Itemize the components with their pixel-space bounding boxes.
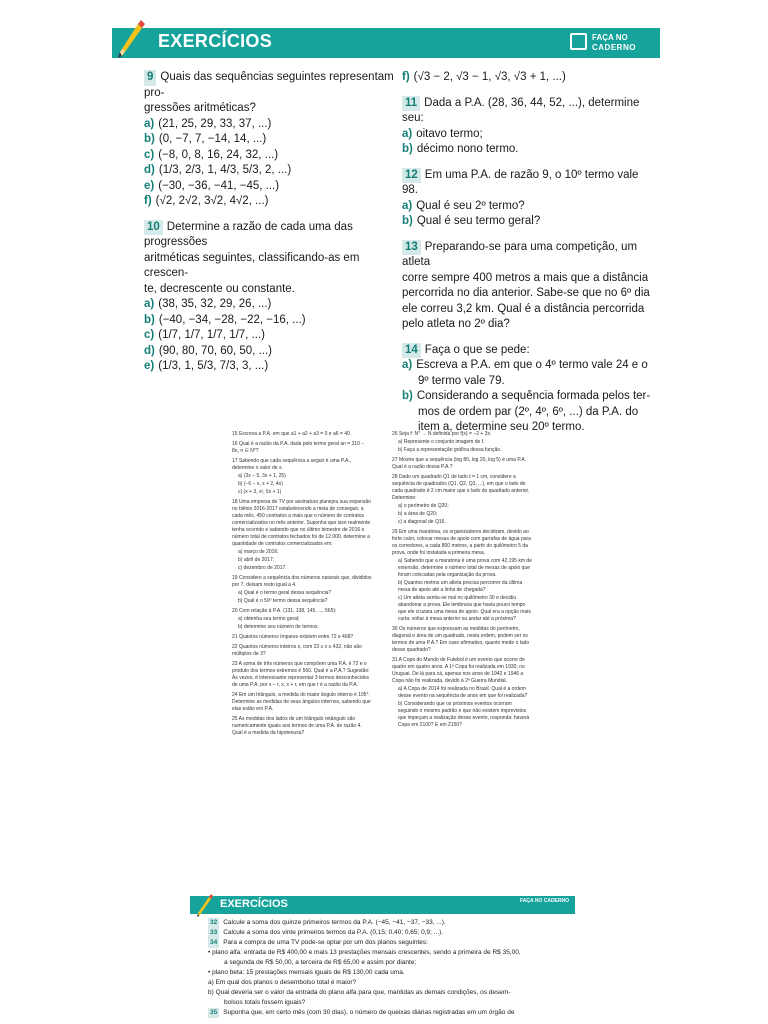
mini-exercise-line: 16 Qual é a razão da P.A. dada pelo termo geral an = 310 − 8n, n ∈ N*? bbox=[232, 441, 365, 454]
mini-exercise-line: b) a área de Q20; bbox=[398, 511, 438, 517]
question-13: 13 Preparando-se para uma competição, um atleta bbox=[402, 240, 638, 268]
mini-exercise-line: 15 Escreva a P.A. em que a1 + a2 + a3 = 0 e a6 = 40. bbox=[232, 431, 352, 437]
mini-exercise-line: a) A Copa de 2014 foi realizada no Brasil. Qual é a ordem desse evento na sequência de anos em que foi realizada? bbox=[398, 686, 528, 699]
mini-exercise-line: c) (x + 3, x², 6x + 1) bbox=[238, 489, 282, 495]
mini-exercise-line: c) dezembro de 2017. bbox=[238, 565, 287, 571]
exercise-page-top bbox=[112, 10, 660, 433]
mini-exercise-line: 18 Uma empresa de TV por assinatura planejou sua expansão no biênio 2016-2017 estabelecendo a meta de conseguir, a cada mês, 450 contratos a mais que o número de contratos comercializados no mês anterior. Suponha que isso realmente tenha ocorrido e sabendo que no último bimestre de 2016 o número total de contratos fechados foi de 12.000, determine a quantidade de contratos comercializados em: bbox=[232, 499, 371, 547]
mini-exercise-line: a) obtenha seu termo geral; bbox=[238, 616, 300, 622]
question-14: 14 Faça o que se pede: bbox=[402, 343, 657, 359]
question-9: 9 Quais das sequências seguintes representam pro- bbox=[144, 71, 394, 99]
mini-exercise-line: c) a diagonal de Q16. bbox=[398, 519, 446, 525]
mini-exercise-line: 17 Sabendo que cada sequência a seguir é uma P.A., determine o valor de x. bbox=[232, 458, 352, 471]
middle-right-column bbox=[392, 428, 532, 730]
bottom-questions: 32 Calcule a soma dos quinze primeiros termos da P.A. (−45, −41, −37, −33, ...). 33 Calcule a soma dos vinte primeiros termos da P.A. (0,15; 0,40; 0,65; 0,9; ...). 34 Para a compra de uma TV pode-se optar por um dos planos seguintes: • plano alfa: entrada de R$ 400,00 e mais 13 prestações mensais crescentes, sendo a primeira de R$ 35,00, a segunda de R$ 50,00, a terceira de R$ 65,00 e assim por diante; • plano beta: 15 prestações mensais iguais de R$ 130,00 cada uma. a) Em qual dos planos o desembolso total é maior? b) Qual deveria ser o valor da entrada do plano alfa para que, mantidas as demais condições, os desem- bolsos totais fossem iguais? 35 Suponha que, em certo mês (com 30 dias), o número de queixas diárias registradas em um órgão de bbox=[208, 918, 570, 1018]
pencil-icon bbox=[116, 16, 148, 60]
question-12: 12 Em uma P.A. de razão 9, o 10º termo vale 98. bbox=[402, 168, 639, 196]
pencil-icon bbox=[196, 892, 214, 918]
question-11: 11 Dada a P.A. (28, 36, 44, 52, ...), determine seu: bbox=[402, 96, 640, 124]
exercise-page-middle bbox=[232, 428, 532, 873]
mini-exercise-line: b) determine seu número de termos. bbox=[238, 624, 319, 630]
exercises-banner bbox=[112, 28, 660, 58]
mini-exercise-line: b) Considerando que os próximos eventos ocorram seguindo o mesmo padrão e que não existem imprevistos que impeçam a realização desse evento, responda: haverá Copa em 2100? E em 2150? bbox=[398, 701, 530, 728]
mini-exercise-line: b) Qual é o 50º termo dessa sequência? bbox=[238, 598, 328, 604]
mini-exercise-line: b) Quantos metros um atleta precisa percorrer da última mesa de apoio até a linha de chegada? bbox=[398, 580, 523, 593]
mini-exercise-line: 26 Seja f: N* → N definida por f(x) = −2 + 3x. bbox=[392, 431, 492, 437]
mini-exercise-line: 27 Mostre que a sequência (log 80, log 20, log 5) é uma P.A. Qual é a razão dessa P.A.? bbox=[392, 457, 527, 470]
exercises-banner-bottom: EXERCÍCIOS FAÇA NO CADERNO bbox=[190, 896, 575, 914]
mini-exercise-line: a) Sabendo que a maratona é uma prova com 42,195 km de extensão, determine o número total de mesas de apoio que foram colocadas pela organização da prova. bbox=[398, 558, 532, 578]
mini-exercise-line: 23 A soma de três números que compõem uma P.A. é 72 e o produto dos termos extremos é 560. Qual é a P.A.? Sugestão: Às vezes, é interessante representar 3 termos desconhecidos de uma P.A. por x − r, x, x + r, em que r é a razão da P.A. bbox=[232, 661, 370, 688]
right-column: f) (√3 − 2, √3 − 1, √3, √3 + 1, ...) 11 Dada a P.A. (28, 36, 44, 52, ...), determine seu: a) oitavo termo; b) décimo nono termo. 12 Em uma P.A. de razão 9, o 10º termo vale 98. a) Qual é seu 2º termo? b) Qual é seu termo geral? 13 Preparando-se para uma competição, um atleta corre sempre 400 metros a mais que a distância percorrida no dia anterior. Sabe-se que no 6º dia ele correu 3,2 km. Qual é a distância percorrida pelo atleta no 2º dia? 14 Faça o que se pede: a) Escreva a P.A. em que o 4º termo vale 24 e o 9º termo vale 79. b) Considerando a sequência formada pelos ter- mos de ordem par (2º, 4º, 6º, ...) da P.A. do item a, determine seu 20º termo. bbox=[402, 70, 657, 436]
mini-exercise-line: 30 Os números que expressam as medidas do perímetro, diagonal e área de um quadrado, nesta ordem, podem ser os termos de uma P.A.? Em caso afirmativo, quanto mede o lado desse quadrado? bbox=[392, 626, 530, 653]
notebook-icon bbox=[570, 33, 587, 50]
mini-exercise-line: c) Um atleta sentiu-se mal no quilômetro 30 e decidiu abandonar a prova. Ele lembrava que havia pouco tempo que ele cruzara uma mesa de apoio. Qual era a opção mais curta: voltar à mesa anterior ou andar até a próxima? bbox=[398, 595, 531, 622]
question-33: 33 Calcule a soma dos vinte primeiros termos da P.A. (0,15; 0,40; 0,65; 0,9; ...). bbox=[210, 929, 444, 936]
mini-exercise-line: a) Qual é o termo geral dessa sequência? bbox=[238, 590, 332, 596]
mini-exercise-line: 28 Dado um quadrado Q1 de lado ℓ = 1 cm, considere a sequência de quadrados (Q1, Q2, Q3, ...), em que o lado de cada quadrado é 2 cm maior que o lado do quadrado anterior. Determine: bbox=[392, 474, 530, 501]
mini-exercise-line: 31 A Copa do Mundo de Futebol é um evento que ocorre de quatro em quatro anos. A 1ª Copa foi realizada em 1930, no Uruguai. De lá para cá, apenas nos anos de 1942 e 1946 a Copa não foi realizada, devido à 2ª Guerra Mundial. bbox=[392, 657, 525, 684]
faca-no-caderno-badge: FAÇA NO CADERNO bbox=[570, 31, 650, 55]
exercise-page-bottom bbox=[190, 888, 575, 1024]
mini-exercise-line: 29 Em uma maratona, os organizadores decidiram, devido ao forte calor, colocar mesas de apoio com garrafas de água para os corredores, a cada 800 metros, a partir do quilômetro 5 da prova, onde foi instalada a primeira mesa. bbox=[392, 529, 531, 556]
mini-exercise-line: 24 Em um triângulo, a medida do maior ângulo interno é 105°. Determine as medidas de seus ângulos internos, sabendo que elas estão em P.A. bbox=[232, 692, 371, 712]
mini-exercise-line: 19 Considere a sequência dos números naturais que, divididos por 7, deixam resto igual a 4. bbox=[232, 575, 372, 588]
middle-left-column bbox=[232, 428, 372, 738]
mini-exercise-line: 21 Quantos números ímpares existem entre 72 e 468? bbox=[232, 634, 354, 640]
mini-exercise-line: a) (3x − 5, 3x + 1, 25) bbox=[238, 473, 286, 479]
mini-exercise-line: 20 Com relação à P.A. (131, 138, 145, ..., 565): bbox=[232, 608, 337, 614]
question-32: 32 Calcule a soma dos quinze primeiros termos da P.A. (−45, −41, −37, −33, ...). bbox=[210, 919, 446, 926]
mini-exercise-line: b) abril de 2017; bbox=[238, 557, 275, 563]
question-35: 35 Suponha que, em certo mês (com 30 dias), o número de queixas diárias registradas em um órgão de bbox=[210, 1009, 515, 1016]
question-34: 34 Para a compra de uma TV pode-se optar por um dos planos seguintes: bbox=[210, 939, 428, 946]
mini-exercise-line: a) Represente o conjunto imagem de f. bbox=[398, 439, 485, 445]
mini-exercise-line: 25 As medidas dos lados de um triângulo retângulo são numericamente iguais aos termos de uma P.A. de razão 4. Qual é a medida da hipotenusa? bbox=[232, 716, 362, 736]
left-column: 9 Quais das sequências seguintes representam pro- gressões aritméticas? a) (21, 25, 29, 33, 37, ...) b) (0, −7, 7, −14, 14, ...) c) (−8, 0, 8, 16, 24, 32, ...) d) (1/3, 2/3, 1, 4/3, 5/3, 2, ...) e) (−30, −36, −41, −45, ...) f) (√2, 2√2, 3√2, 4√2, ...) 10 Determine a razão de cada uma das progressões aritméticas seguintes, classificando-as em crescen- te, decrescente ou constante. a) (38, 35, 32, 29, 26, ...) b) (−40, −34, −28, −22, −16, ...) c) (1/7, 1/7, 1/7, 1/7, ...) d) (90, 80, 70, 60, 50, ...) e) (1/3, 1, 5/3, 7/3, 3, ...) bbox=[144, 71, 394, 372]
mini-exercise-line: b) (−6 − x, x + 2, 4x) bbox=[238, 481, 283, 487]
mini-exercise-line: b) Faça a representação gráfica dessa função. bbox=[398, 447, 502, 453]
banner-title: EXERCÍCIOS bbox=[158, 31, 273, 51]
mini-exercise-line: a) março de 2016; bbox=[238, 549, 279, 555]
mini-exercise-line: a) o perímetro de Q20; bbox=[398, 503, 449, 509]
mini-exercise-line: 22 Quantos números inteiros x, com 23 ≤ x ≤ 432, não são múltiplos de 3? bbox=[232, 644, 362, 657]
question-10: 10 Determine a razão de cada uma das progressões bbox=[144, 220, 353, 248]
